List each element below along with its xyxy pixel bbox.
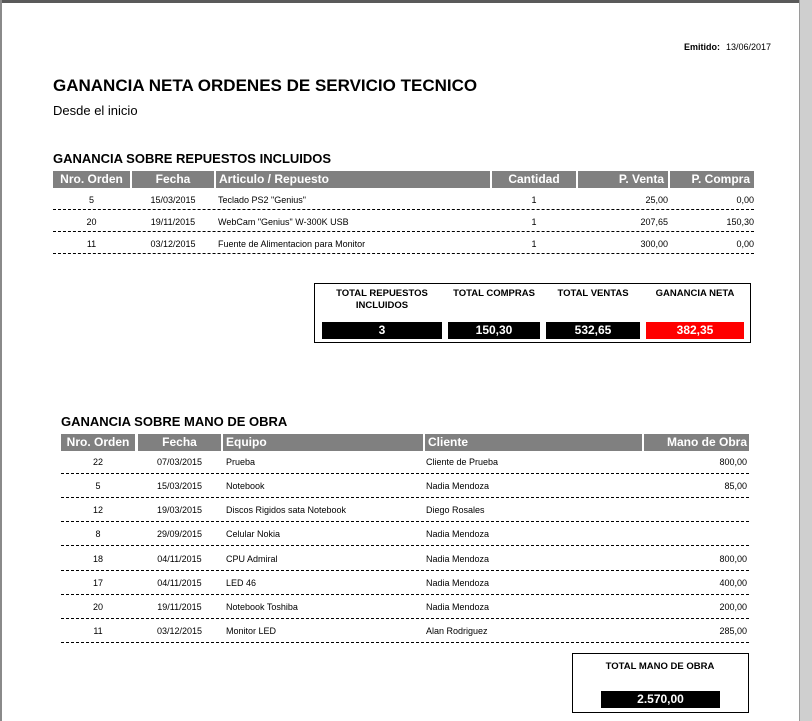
row-separator [61, 618, 749, 619]
vertical-scrollbar[interactable] [799, 0, 812, 721]
labor-cell-order: 12 [92, 505, 103, 516]
labor-header-client: Cliente [425, 434, 642, 451]
summary-total-parts-value: 3 [322, 322, 442, 339]
report-title: GANANCIA NETA ORDENES DE SERVICIO TECNICO [53, 76, 478, 95]
parts-cell-sale-price: 25,00 [645, 195, 668, 205]
parts-cell-purchase-price: 150,30 [726, 217, 754, 227]
row-separator [53, 231, 754, 232]
summary-total-sales-label: TOTAL VENTAS [557, 288, 629, 299]
parts-cell-article: Teclado PS2 "Genius" [218, 195, 306, 205]
parts-cell-order: 20 [86, 217, 97, 227]
emitted-label: Emitido: [683, 42, 720, 52]
summary-total-purchases-value: 150,30 [448, 322, 540, 339]
parts-section-title: GANANCIA SOBRE REPUESTOS INCLUIDOS [53, 151, 332, 166]
parts-cell-quantity: 1 [531, 195, 537, 205]
parts-cell-quantity: 1 [531, 239, 537, 249]
parts-header-order: Nro. Orden [53, 171, 130, 188]
labor-header-date: Fecha [138, 434, 221, 451]
labor-cell-date: 15/03/2015 [156, 481, 203, 492]
parts-cell-date: 15/03/2015 [150, 195, 196, 205]
labor-cell-labor: 400,00 [719, 577, 747, 588]
labor-cell-labor: 800,00 [719, 457, 747, 467]
labor-cell-date: 04/11/2015 [157, 553, 202, 564]
labor-cell-client: Nadia Mendoza [426, 577, 490, 588]
parts-cell-purchase-price: 0,00 [736, 195, 754, 205]
parts-cell-date: 19/11/2015 [150, 217, 196, 227]
labor-cell-date: 29/09/2015 [156, 529, 203, 540]
labor-cell-date: 19/11/2015 [157, 601, 202, 612]
parts-cell-date: 03/12/2015 [150, 239, 196, 249]
labor-cell-equipment: Discos Rigidos sata Notebook [226, 505, 347, 516]
labor-cell-client: Nadia Mendoza [426, 481, 490, 492]
labor-cell-equipment: Notebook Toshiba [226, 601, 298, 612]
window-left-border [0, 0, 2, 721]
parts-cell-quantity: 1 [531, 217, 537, 227]
row-separator [61, 594, 749, 595]
labor-cell-order: 8 [95, 529, 101, 540]
labor-cell-equipment: CPU Admiral [226, 553, 278, 564]
labor-cell-order: 17 [92, 577, 103, 588]
labor-cell-client: Nadia Mendoza [426, 529, 490, 540]
parts-header-quantity: Cantidad [492, 171, 576, 188]
row-separator [61, 570, 749, 571]
summary-total-parts-label: TOTAL REPUESTOS INCLUIDOS [336, 288, 428, 311]
row-separator [61, 642, 749, 643]
labor-cell-labor: 285,00 [719, 626, 747, 637]
parts-header-date: Fecha [132, 171, 214, 188]
report-subtitle: Desde el inicio [53, 103, 138, 118]
row-separator [61, 473, 749, 474]
labor-cell-client: Alan Rodriguez [426, 626, 488, 637]
labor-header-order: Nro. Orden [61, 434, 135, 451]
labor-cell-date: 04/11/2015 [157, 577, 202, 588]
parts-header-purchase-price: P. Compra [670, 171, 754, 188]
parts-cell-sale-price: 207,65 [640, 217, 668, 227]
summary-total-labor-value: 2.570,00 [601, 691, 720, 708]
parts-header-article: Articulo / Repuesto [216, 171, 490, 188]
parts-cell-purchase-price: 0,00 [736, 239, 754, 249]
labor-cell-equipment: Monitor LED [226, 626, 277, 637]
labor-cell-client: Cliente de Prueba [426, 457, 499, 467]
row-separator [61, 545, 749, 546]
labor-cell-order: 5 [95, 481, 101, 492]
parts-cell-article: WebCam "Genius" W-300K USB [218, 217, 349, 227]
row-separator [61, 497, 749, 498]
labor-cell-equipment: Celular Nokia [226, 529, 281, 540]
emitted-value: 13/06/2017 [725, 42, 771, 52]
labor-cell-date: 07/03/2015 [156, 457, 203, 467]
labor-cell-client: Nadia Mendoza [426, 553, 490, 564]
labor-cell-equipment: LED 46 [226, 577, 257, 588]
summary-total-purchases-label: TOTAL COMPRAS [453, 288, 535, 299]
labor-cell-labor: 200,00 [719, 601, 747, 612]
parts-cell-order: 11 [86, 239, 97, 249]
parts-cell-sale-price: 300,00 [640, 239, 668, 249]
window-top-border [0, 0, 812, 3]
row-separator [61, 521, 749, 522]
labor-section-title: GANANCIA SOBRE MANO DE OBRA [61, 414, 288, 429]
labor-cell-date: 19/03/2015 [156, 505, 203, 516]
labor-cell-labor: 85,00 [724, 481, 747, 492]
emitted-date [640, 42, 771, 52]
labor-cell-client: Diego Rosales [426, 505, 485, 516]
row-separator [53, 209, 754, 210]
labor-cell-client: Nadia Mendoza [426, 601, 490, 612]
labor-header-labor: Mano de Obra [644, 434, 749, 451]
labor-cell-order: 18 [92, 553, 103, 564]
summary-net-profit-label: GANANCIA NETA [655, 288, 735, 299]
labor-cell-order: 11 [93, 626, 103, 637]
labor-cell-order: 22 [92, 457, 103, 467]
labor-cell-order: 20 [92, 601, 103, 612]
labor-cell-equipment: Prueba [226, 457, 256, 467]
row-separator [53, 253, 754, 254]
labor-header-equipment: Equipo [223, 434, 423, 451]
parts-header-sale-price: P. Venta [578, 171, 668, 188]
labor-cell-equipment: Notebook [226, 481, 265, 492]
summary-net-profit-value: 382,35 [646, 322, 744, 339]
summary-total-labor-label: TOTAL MANO DE OBRA [605, 661, 715, 672]
summary-total-sales-value: 532,65 [546, 322, 640, 339]
parts-cell-article: Fuente de Alimentacion para Monitor [218, 239, 366, 249]
labor-cell-labor: 800,00 [719, 553, 747, 564]
parts-cell-order: 5 [88, 195, 94, 205]
labor-cell-date: 03/12/2015 [156, 626, 203, 637]
